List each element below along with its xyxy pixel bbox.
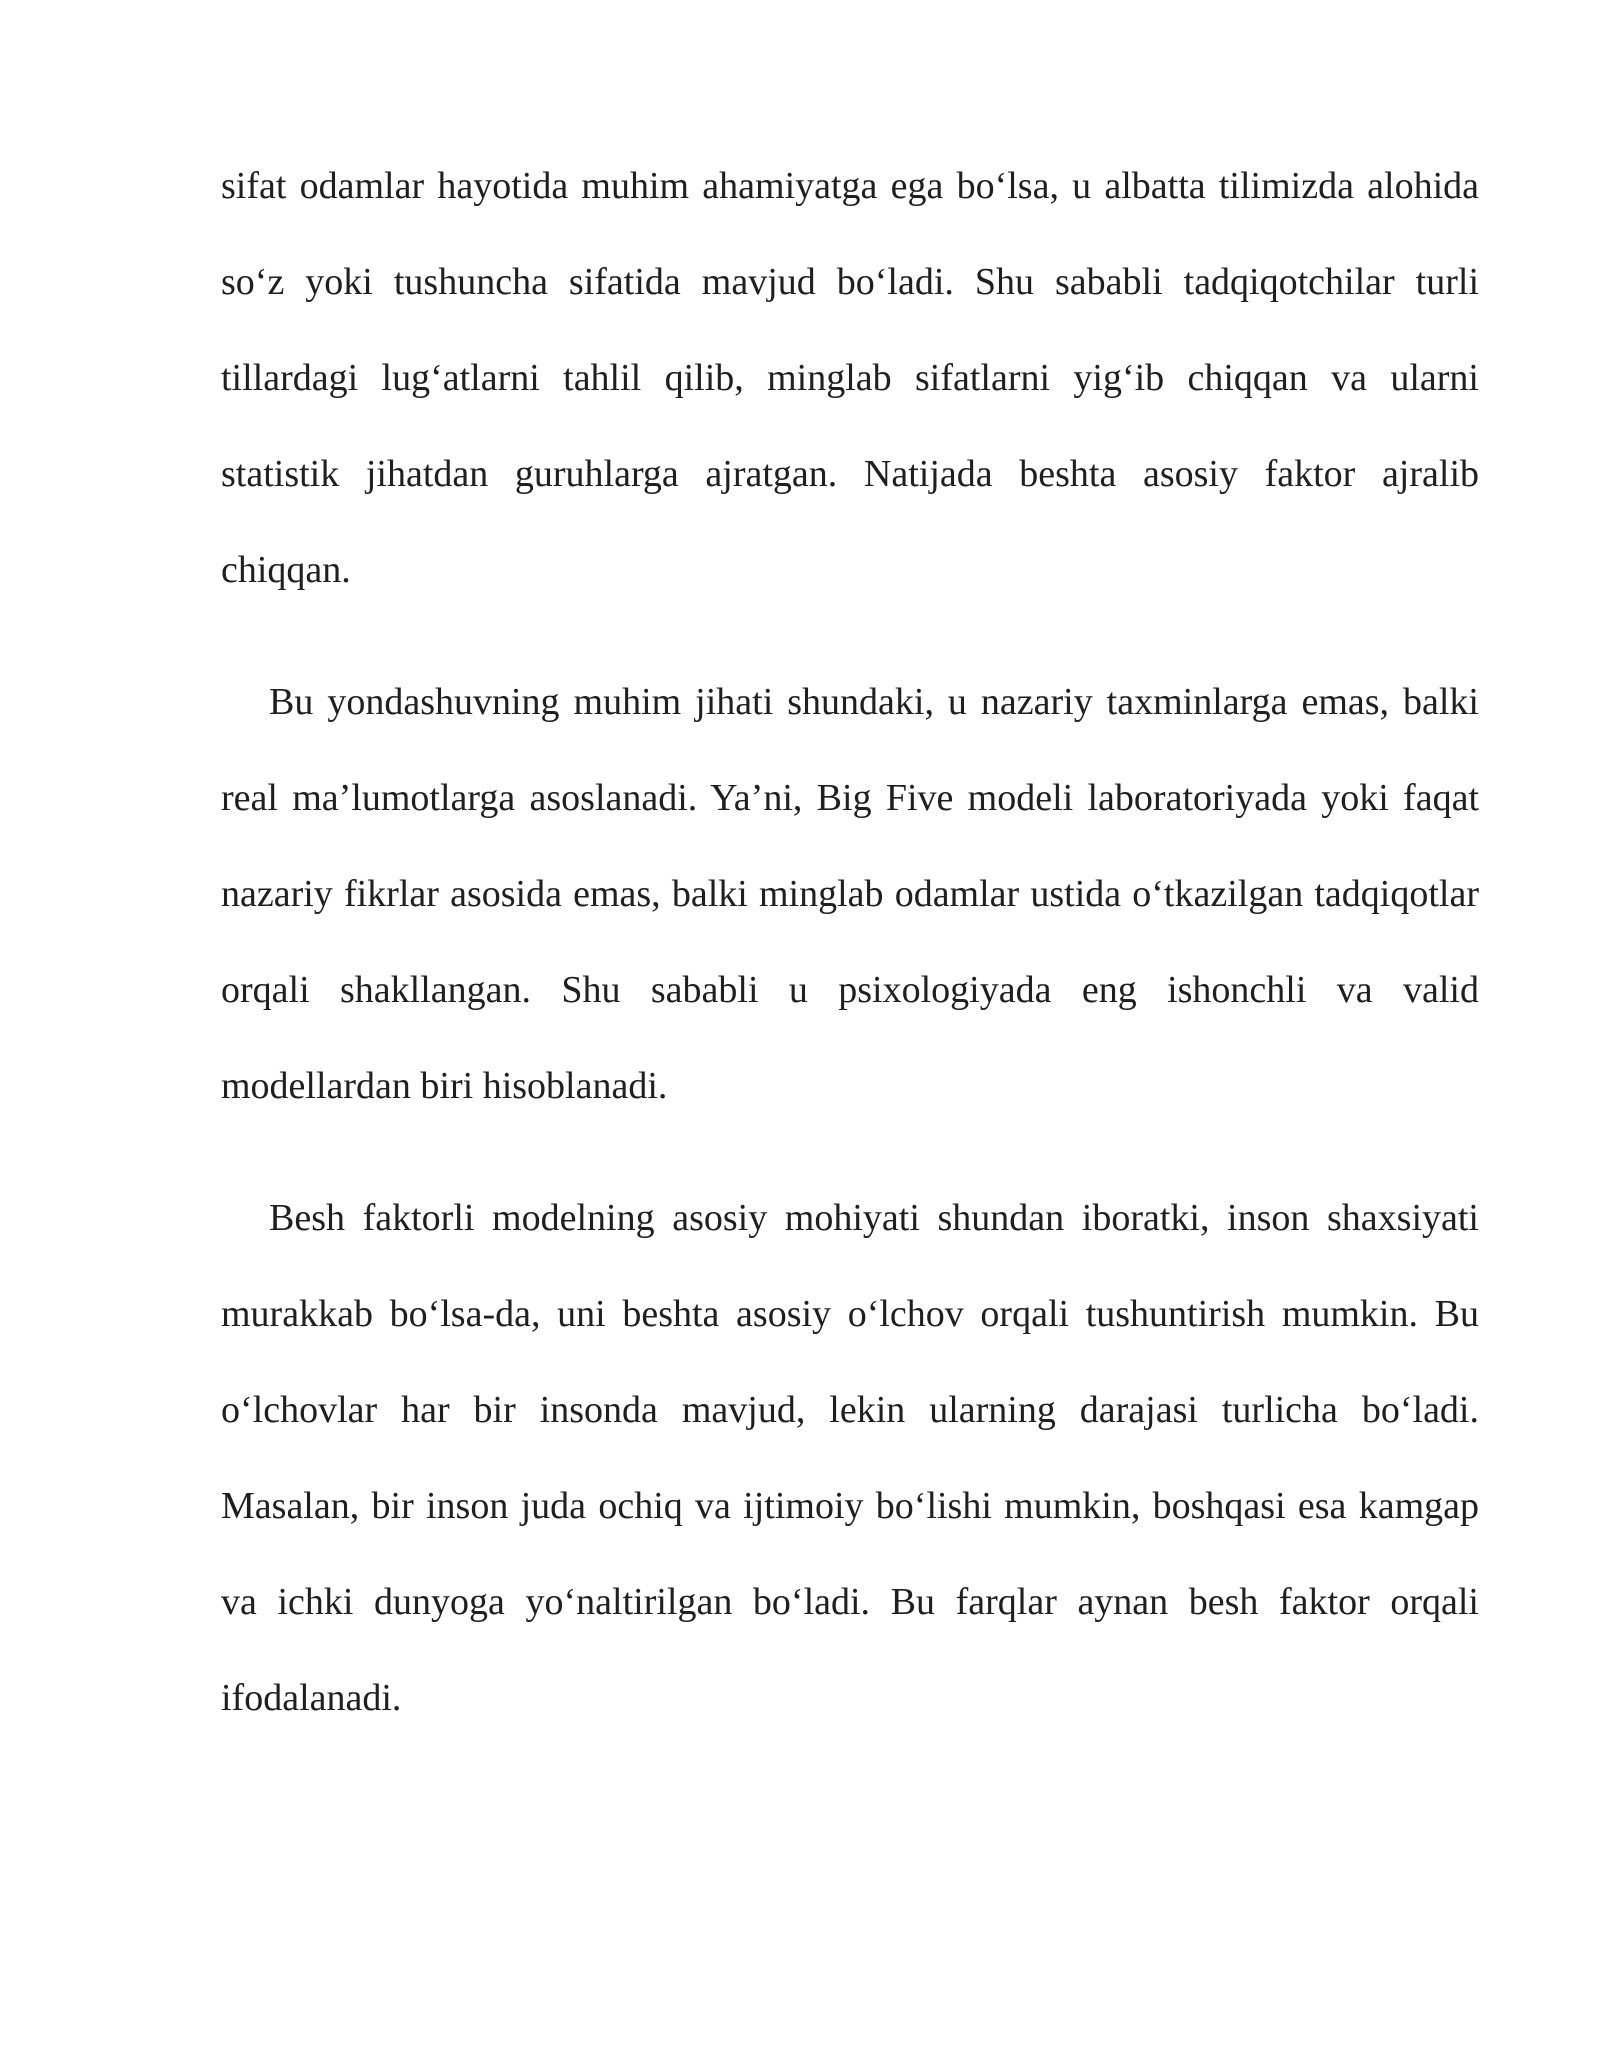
paragraph-1: sifat odamlar hayotida muhim ahamiyatga ega bo‘lsa, u albatta tilimizda alohida so‘z yoki tushuncha sifatida mavjud bo‘ladi. Shu sababli tadqiqotchilar turli tillardagi lug‘atlarni tahlil qilib, minglab sifatlarni yig‘ib chiqqan va ularni statistik jihatdan guruhlarga ajratgan. Natijada beshta asosiy faktor ajralib chiqqan. xyxy=(221,165,1479,591)
paragraph-3: Besh faktorli modelning asosiy mohiyati shundan iboratki, inson shaxsiyati murakkab bo‘lsa-da, uni beshta asosiy o‘lchov orqali tushuntirish mumkin. Bu o‘lchovlar har bir insonda mavjud, lekin ularning darajasi turlicha bo‘ladi. Masalan, bir inson juda ochiq va ijtimoiy bo‘lishi mumkin, boshqasi esa kamgap va ichki dunyoga yo‘naltirilgan bo‘ladi. Bu farqlar aynan besh faktor orqali ifodalanadi. xyxy=(221,1197,1479,1719)
paragraph-2: Bu yondashuvning muhim jihati shundaki, u nazariy taxminlarga emas, balki real ma’lumotlarga asoslanadi. Ya’ni, Big Five modeli laboratoriyada yoki faqat nazariy fikrlar asosida emas, balki minglab odamlar ustida o‘tkazilgan tadqiqotlar orqali shakllangan. Shu sababli u psixologiyada eng ishonchli va valid modellardan biri hisoblanadi. xyxy=(221,681,1479,1107)
document-body xyxy=(221,138,1479,1746)
